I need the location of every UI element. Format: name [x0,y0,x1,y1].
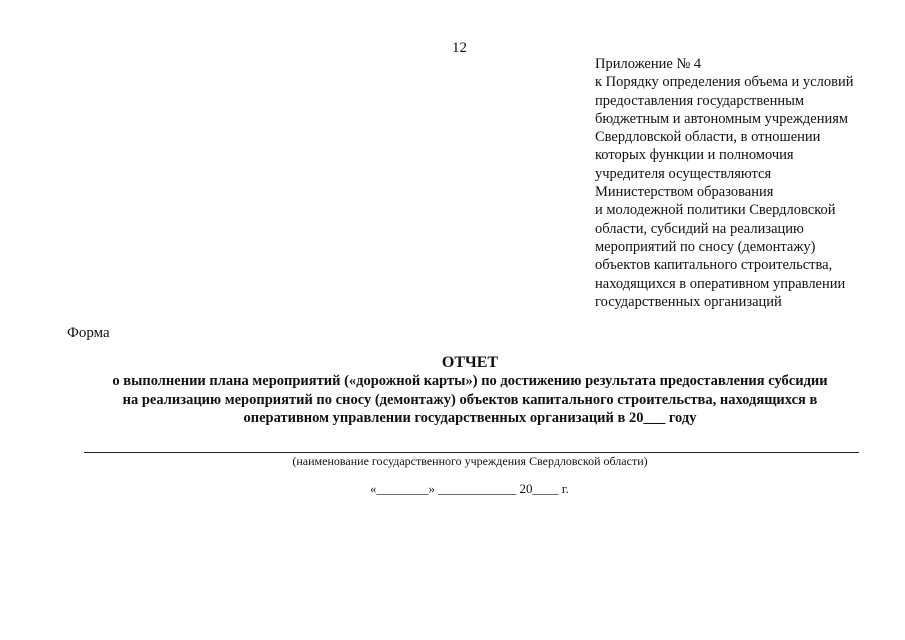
report-title: ОТЧЕТ [441,354,499,371]
appendix-line: которых функции и полномочия [595,147,794,164]
form-label: Форма [67,325,110,341]
appendix-line: мероприятий по сносу (демонтажу) [595,238,816,255]
appendix-line: находящихся в оперативном управлении [595,275,846,292]
appendix-line: Министерством образования [595,184,774,201]
appendix-line: Приложение № 4 [595,56,702,72]
report-subtitle-line: оперативном управлении государственных организаций в 20___ году [243,410,697,426]
appendix-line: области, субсидий на реализацию [595,220,804,237]
appendix-line: государственных организаций [595,293,782,310]
appendix-line: бюджетным и автономным учреждениям [595,110,849,127]
appendix-line: учредителя осуществляются [595,165,772,182]
appendix-line: предоставления государственным [595,92,805,109]
appendix-line: и молодежной политики Свердловской [595,202,836,219]
appendix-block [595,55,895,311]
date-field[interactable]: «________» ____________ 20____ г. [370,481,569,496]
organization-name-field[interactable] [84,452,859,453]
organization-name-caption: (наименование государственного учреждения Свердловской области) [292,454,648,468]
report-subtitle-line: на реализацию мероприятий по сносу (демонтажу) объектов капитального строительства, находящихся в [122,391,818,408]
appendix-line: Свердловской области, в отношении [595,129,821,146]
appendix-line: к Порядку определения объема и условий [595,74,854,91]
report-subtitle-line: о выполнении плана мероприятий («дорожной карты») по достижению результата предоставления субсидии [112,373,828,389]
report-subtitle [0,372,905,428]
page-number: 12 [452,40,467,56]
appendix-line: объектов капитального строительства, [595,257,833,274]
